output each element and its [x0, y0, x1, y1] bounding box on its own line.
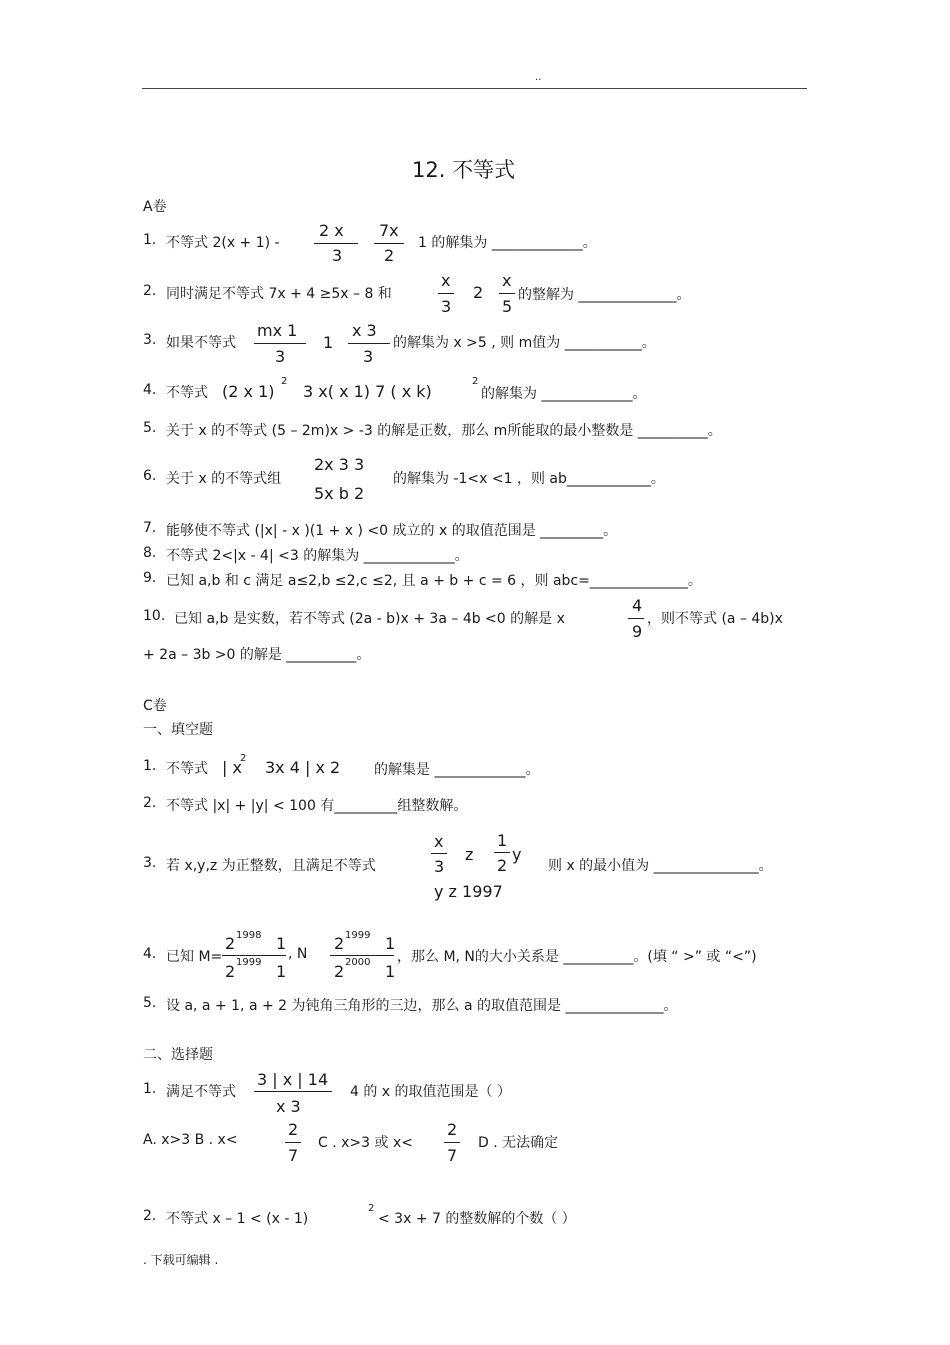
qa10-number: 10. [143, 608, 166, 624]
qa3-tail: 的解集为 x >5 , 则 m值为 ___________。 [393, 335, 656, 351]
qc3-row2: y z 1997 [434, 882, 503, 901]
qa8-text: 不等式 2<|x - 4| <3 的解集为 _____________。 [166, 548, 469, 564]
qa6-tail: 的解集为 -1<x <1 ，则 ab____________。 [393, 471, 665, 487]
qa10-line2: + 2a – 3b >0 的解是 __________。 [143, 647, 371, 663]
qc4-m-den-tail: 1 [276, 962, 287, 981]
qc4-n-den-exp: 2000 [345, 957, 371, 968]
qa3-number: 3. [143, 332, 157, 348]
qa4-expr-b: 3 x( x 1) 7 ( x k) [303, 382, 432, 401]
qa2-frac1-bar [438, 293, 454, 294]
qa1-frac2-bar [374, 243, 404, 244]
qd2-sup: 2 [368, 1203, 375, 1214]
qa3-frac2-num: x 3 [352, 321, 377, 340]
qa7-text: 能够使不等式 (|x| - x )(1 + x ) <0 成立的 x 的取值范围是 _________。 [166, 523, 618, 539]
qa7-number: 7. [143, 520, 157, 536]
qa10-frac-num: 4 [632, 596, 643, 615]
qa6-row1: 2x 3 3 [314, 455, 365, 474]
qa4-text: 不等式 [166, 385, 208, 401]
qd1-text: 满足不等式 [166, 1084, 236, 1100]
qc4-n-den-base: 2 [334, 962, 345, 981]
qc4-n-bar [330, 955, 394, 956]
qc5-number: 5. [143, 995, 157, 1011]
qa1-frac1-bar [314, 243, 358, 244]
qa6-row2: 5x b 2 [314, 484, 365, 503]
qc4-sep: , N [288, 946, 308, 962]
qa1-number: 1. [143, 232, 157, 248]
qa3-text: 如果不等式 [166, 335, 236, 351]
qa3-frac2-bar [348, 343, 390, 344]
qc4-n-num-tail: 1 [385, 934, 396, 953]
qc1-tail: 的解集是 _____________。 [374, 762, 540, 778]
qa2-frac2-bar [499, 293, 515, 294]
qa4-tail: 的解集为 _____________。 [481, 386, 647, 402]
qa2-text: 同时满足不等式 7x + 4 ≥5x – 8 和 [166, 286, 392, 302]
qa3-frac1-den: 3 [275, 347, 286, 366]
qd1-frac-den: x 3 [276, 1097, 301, 1116]
qc2-text: 不等式 |x| + |y| < 100 有_________组整数解。 [166, 798, 468, 814]
qd2-number: 2. [143, 1208, 157, 1224]
qa2-frac2-den: 5 [502, 297, 513, 316]
qc1-expr2: 3x 4 | x 2 [265, 758, 341, 777]
qd1-frac-bar [254, 1091, 332, 1092]
qd1-frac-num: 3 | x | 14 [257, 1070, 329, 1089]
qc4-n-num-exp: 1999 [345, 930, 371, 941]
qa8-number: 8. [143, 545, 157, 561]
qa1-frac2-den: 2 [384, 246, 395, 265]
qc3-frac2-den: 2 [497, 856, 508, 875]
qa10-text: 已知 a,b 是实数，若不等式 (2a - b)x + 3a – 4b <0 的解是 x [174, 611, 565, 627]
qd2-text: 不等式 x – 1 < (x - 1) [166, 1211, 309, 1227]
qc3-frac2-num: 1 [497, 831, 508, 850]
qc3-frac1-bar [431, 853, 447, 854]
qa10-frac-bar [628, 618, 644, 619]
qc4-text: 已知 M= [166, 949, 223, 965]
qc4-number: 4. [143, 946, 157, 962]
section-c-label: C卷 [143, 698, 167, 714]
qc4-m-den-base: 2 [225, 962, 236, 981]
page-title: 12. 不等式 [412, 158, 516, 182]
qd1-number: 1. [143, 1081, 157, 1097]
qa2-frac2-num: x [502, 271, 512, 290]
qc4-m-num-base: 2 [225, 934, 236, 953]
qd1-option-ab: A. x>3 B . x< [143, 1132, 238, 1148]
qa3-mid: 1 [323, 333, 334, 352]
qc5-text: 设 a, a + 1, a + 2 为钝角三角形的三边，那么 a 的取值范围是 ______________。 [166, 998, 678, 1014]
qa1-tail: 1 的解集为 _____________。 [418, 235, 597, 251]
qc3-text: 若 x,y,z 为正整数，且满足不等式 [166, 858, 376, 874]
qd1-opt-b-num: 2 [288, 1120, 299, 1139]
qa9-text: 已知 a,b 和 c 满足 a≤2,b ≤2,c ≤2, 且 a + b + c = 6 ，则 abc=______________。 [166, 573, 702, 589]
qa4-number: 4. [143, 382, 157, 398]
qa3-frac2-den: 3 [363, 347, 374, 366]
qa4-sup-a: 2 [281, 376, 288, 387]
qd1-opt-c-bar [444, 1142, 460, 1143]
qd1-option-d: D . 无法确定 [478, 1135, 559, 1151]
qa2-mid: 2 [473, 283, 484, 302]
qd1-opt-c-den: 7 [447, 1146, 458, 1165]
qc3-tail: 则 x 的最小值为 _______________。 [548, 858, 773, 874]
qc3-y: y [512, 845, 522, 864]
qa1-frac1-num: 2 x [319, 221, 344, 240]
footer-text: . 下载可编辑 . [143, 1253, 219, 1267]
qa10-frac-den: 9 [632, 622, 643, 641]
qd2-tail: < 3x + 7 的整数解的个数（ ） [378, 1211, 576, 1227]
qa3-frac1-num: mx 1 [257, 321, 298, 340]
qc3-z: z [465, 845, 474, 864]
qa2-frac1-num: x [441, 271, 451, 290]
qa5-number: 5. [143, 420, 157, 436]
qa10-tail: ，则不等式 (a – 4b)x [647, 611, 783, 627]
qa6-number: 6. [143, 468, 157, 484]
qc3-frac1-den: 3 [434, 857, 445, 876]
qc3-frac2-bar [494, 852, 510, 853]
qc4-m-num-tail: 1 [276, 934, 287, 953]
qa3-frac1-bar [254, 343, 306, 344]
qa5-text: 关于 x 的不等式 (5 – 2m)x > -3 的解是正数，那么 m所能取的最小整数是 __________。 [166, 423, 722, 439]
header-rule [142, 88, 807, 89]
qc3-number: 3. [143, 855, 157, 871]
qc4-m-bar [222, 955, 286, 956]
qa9-number: 9. [143, 570, 157, 586]
qa6-text: 关于 x 的不等式组 [166, 471, 282, 487]
section-a-label: A卷 [143, 199, 167, 215]
qc4-n-den-tail: 1 [385, 962, 396, 981]
qc1-number: 1. [143, 758, 157, 774]
qc4-tail: ，那么 M, N的大小关系是 __________。(填 “ >” 或 “<”) [397, 949, 757, 965]
qc4-m-den-exp: 1999 [236, 957, 262, 968]
qa4-expr-a: (2 x 1) [222, 382, 275, 401]
qd1-option-c: C . x>3 或 x< [318, 1135, 413, 1151]
qd1-opt-c-num: 2 [447, 1120, 458, 1139]
qa1-frac1-den: 3 [332, 246, 343, 265]
part2-label: 二、选择题 [143, 1047, 213, 1063]
qd1-opt-b-bar [285, 1142, 301, 1143]
qc1-expr: | x [222, 758, 242, 777]
qc3-frac1-num: x [434, 832, 444, 851]
qa2-frac1-den: 3 [441, 297, 452, 316]
header-mark: .. [535, 72, 542, 83]
qa2-tail: 的整解为 ______________。 [518, 287, 691, 303]
qc4-n-num-base: 2 [334, 934, 345, 953]
qc4-m-num-exp: 1998 [236, 930, 262, 941]
qd1-tail: 4 的 x 的取值范围是（ ） [350, 1084, 511, 1100]
qa1-frac2-num: 7x [379, 221, 399, 240]
qa4-sup-b: 2 [472, 376, 479, 387]
qc1-sup: 2 [240, 753, 247, 764]
qa1-text: 不等式 2(x + 1) - [166, 235, 280, 251]
qd1-opt-b-den: 7 [288, 1146, 299, 1165]
qc2-number: 2. [143, 795, 157, 811]
qa2-number: 2. [143, 283, 157, 299]
part1-label: 一、填空题 [143, 722, 213, 738]
qc1-text: 不等式 [166, 761, 208, 777]
